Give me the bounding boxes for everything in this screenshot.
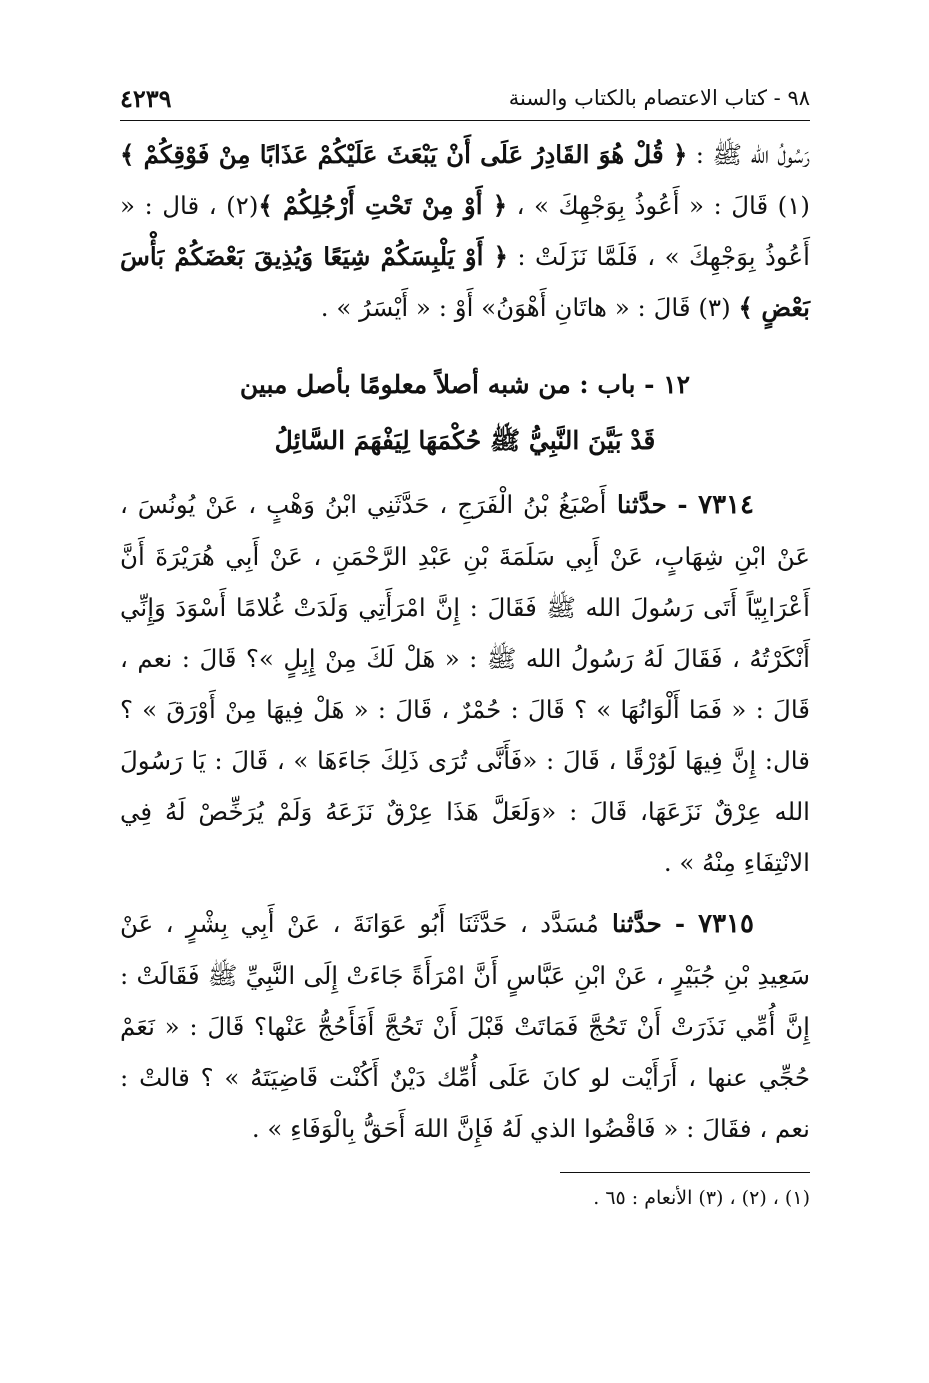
intro-text-2: (١) قَالَ : « أَعُوذُ بِوَجْهِكَ » ،: [507, 191, 810, 220]
footnote-divider: [560, 1172, 810, 1173]
footnote: (١) ، (٢) ، (٣) الأنعام : ٦٥ .: [593, 1187, 810, 1209]
hadith-text: مُسَدَّد ، حَدَّثَنَا أَبُو عَوَانَةَ ، عَنْ أَبِي بِشْرٍ ، عَنْ سَعِيدِ بْنِ جُبَيْرٍ ، عَنْ ابْنِ عَبَّاسٍ أَنَّ امْرَأَةً جَاءَتْ إِلَى النَّبِيِّ ﷺ فَقَالَتْ : إِنَّ أُمِّي نَذَرَتْ أَنْ تَحُجَّ فَمَاتَتْ قَبْلَ أَنْ تَحُجَّ أَفَأَحُجُّ عَنْها؟ قَالَ : « نَعَمْ حُجِّي عنها ، أَرَأَيْت لو كانَ عَلَى أُمِّك دَيْنٌ أَكُنْت قَاضِيَتَهُ » ؟ قالتْ : نعم ، فقَالَ : « فَاقْضُوا الذي لَهُ فَإِنَّ اللهَ أَحَقُّ بِالْوَفَاءِ » .: [120, 909, 810, 1143]
running-header: [120, 80, 810, 121]
intro-text-1: رَسُولُ الله ﷺ :: [687, 140, 810, 169]
chapter-heading: ٩٨ - كتاب الاعتصام بالكتاب والسنة: [508, 86, 810, 110]
hadith-7314: [120, 479, 810, 888]
page: [120, 80, 810, 1209]
hadith-lead: - حدَّثنا: [606, 490, 699, 519]
quran-verse-1: ﴿ قُلْ هُوَ القَادِرُ عَلَى أَنْ يَبْعَثَ عَلَيْكُمْ عَذَابًا مِنْ فَوْقِكُمْ ﴾: [120, 140, 688, 169]
hadith-number: ٧٣١٥: [698, 909, 754, 939]
intro-text-4: (٣) قَالَ : « هاتَانِ أَهْوَنُ» أَوْ : « أَيْسَرُ » .: [320, 293, 739, 322]
chapter-title: ١٢ - باب : من شبه أصلاً معلومًا بأصل مبين: [239, 370, 691, 399]
chapter-subtitle: قَدْ بَيَّنَ النَّبِيُّ ﷺ حُكْمَهَا لِيَفْهَمَ السَّائِلُ: [274, 426, 656, 455]
intro-paragraph: [120, 129, 810, 333]
page-number: ٤٢٣٩: [120, 84, 172, 113]
quran-verse-3: ﴿ أَوْ يَلْبِسَكُمْ شِيَعًا وَيُذِيقَ بَعْضَكُمْ بَأْسَ بَعْضٍ ﴾: [120, 242, 810, 322]
hadith-7315: [120, 898, 810, 1154]
hadith-lead: - حدَّثنا: [598, 909, 699, 938]
hadith-number: ٧٣١٤: [698, 490, 754, 520]
quran-verse-2: ﴿ أَوْ مِنْ تَحْتِ أَرْجُلِكُمْ ﴾: [258, 191, 508, 220]
hadith-text: أَصْبَغُ بْنُ الْفَرَجِ ، حَدَّثَنِي ابْنُ وَهْبٍ ، عَنْ يُونُسَ ، عَنْ ابْنِ شِهَابٍ، عَنْ أَبِي سَلَمَةَ بْنِ عَبْدِ الرَّحْمَنِ ، عَنْ أَبِي هُرَيْرَةَ أَنَّ أَعْرَابِيّاً أَتَى رَسُولَ الله ﷺ فَقَالَ : إِنَّ امْرَأَتِي وَلَدَتْ غُلامًا أَسْوَدَ وَإِنِّي أَنْكَرْتُهُ ، فَقَالَ لَهُ رَسُولُ الله ﷺ : « هَلْ لَكَ مِنْ إِبِلٍ »؟ قَالَ : نعم ، قَالَ : « فَمَا أَلْوَانُهَا » ؟ قَالَ : حُمْرٌ ، قَالَ : « هَلْ فِيهَا مِنْ أَوْرَقَ » ؟ قال: إِنَّ فِيهَا لَوُرْقًا ، قَالَ : «فَأَنَّى تُرَى ذَلِكَ جَاءَهَا » ، قَالَ : يَا رَسُولَ الله عِرْقٌ نَزَعَهَا، قَالَ : «وَلَعَلَّ هَذَا عِرْقٌ نَزَعَهُ وَلَمْ يُرَخِّصْ لَهُ فِي الانْتِفَاءِ مِنْهُ » .: [120, 490, 810, 877]
intro-text-3: (٢) ، قال : « أَعُوذُ بِوَجْهِكَ » ، فَلَمَّا نَزَلَتْ :: [120, 191, 810, 271]
